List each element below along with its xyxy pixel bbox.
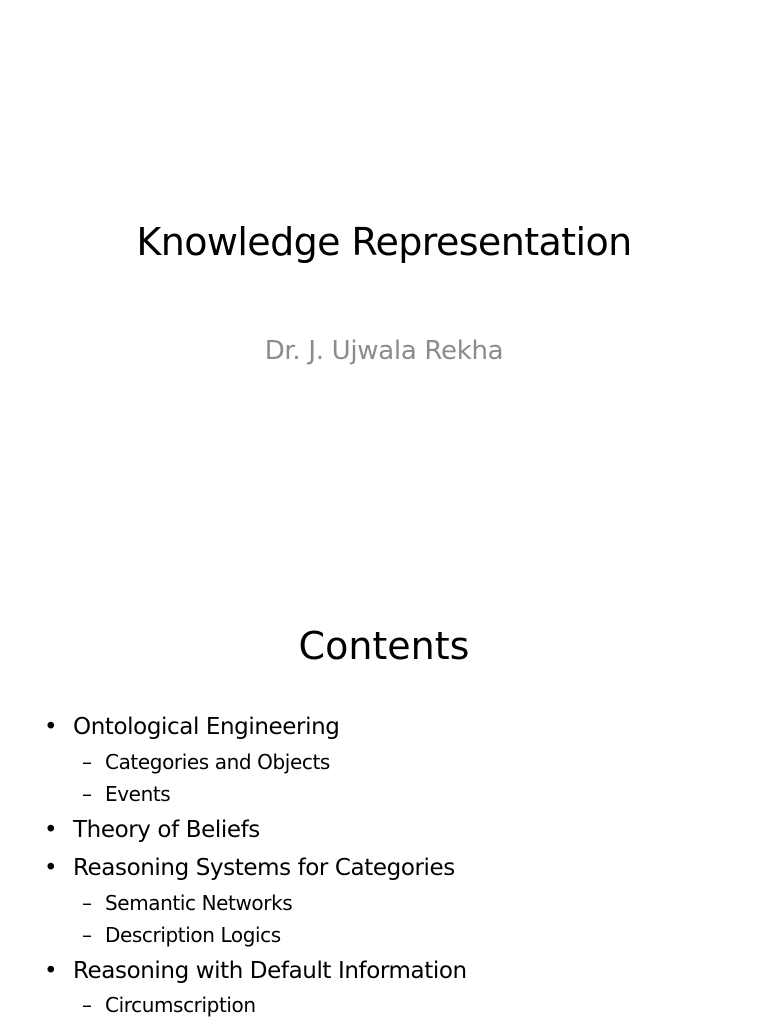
- bullet-icon: •: [44, 816, 58, 843]
- contents-item: [0, 714, 768, 742]
- bullet-icon: •: [44, 855, 58, 882]
- bullet-icon: •: [44, 714, 58, 740]
- contents-item: [0, 958, 768, 986]
- dash-bullet-icon: –: [82, 781, 92, 806]
- bullet-icon: •: [44, 957, 58, 984]
- dash-bullet-icon: –: [82, 922, 92, 947]
- dash-bullet-icon: –: [82, 890, 92, 915]
- contents-item-text: Description Logics: [105, 922, 281, 947]
- author-subtitle: Dr. J. Ujwala Rekha: [264, 336, 504, 366]
- contents-title: Contents: [298, 624, 470, 668]
- contents-item-text: Ontological Engineering: [73, 714, 340, 740]
- contents-subitem: [0, 891, 768, 915]
- contents-item-text: Theory of Beliefs: [73, 816, 260, 843]
- contents-item: [0, 855, 768, 883]
- contents-item: [0, 817, 768, 845]
- presentation-title: Knowledge Representation: [136, 220, 632, 264]
- contents-subitem: [0, 923, 768, 947]
- contents-item-text: Events: [105, 781, 171, 806]
- contents-item-text: Semantic Networks: [105, 890, 293, 915]
- contents-item-text: Reasoning Systems for Categories: [73, 855, 455, 882]
- contents-list: [0, 714, 768, 1017]
- contents-subitem: [0, 993, 768, 1017]
- contents-item-text: Reasoning with Default Information: [73, 957, 467, 984]
- dash-bullet-icon: –: [82, 993, 92, 1018]
- contents-subitem: [0, 750, 768, 774]
- contents-item-text: Circumscription: [105, 993, 256, 1018]
- contents-slide: [0, 576, 768, 1024]
- dash-bullet-icon: –: [82, 749, 92, 774]
- contents-subitem: [0, 782, 768, 806]
- contents-item-text: Categories and Objects: [105, 749, 330, 774]
